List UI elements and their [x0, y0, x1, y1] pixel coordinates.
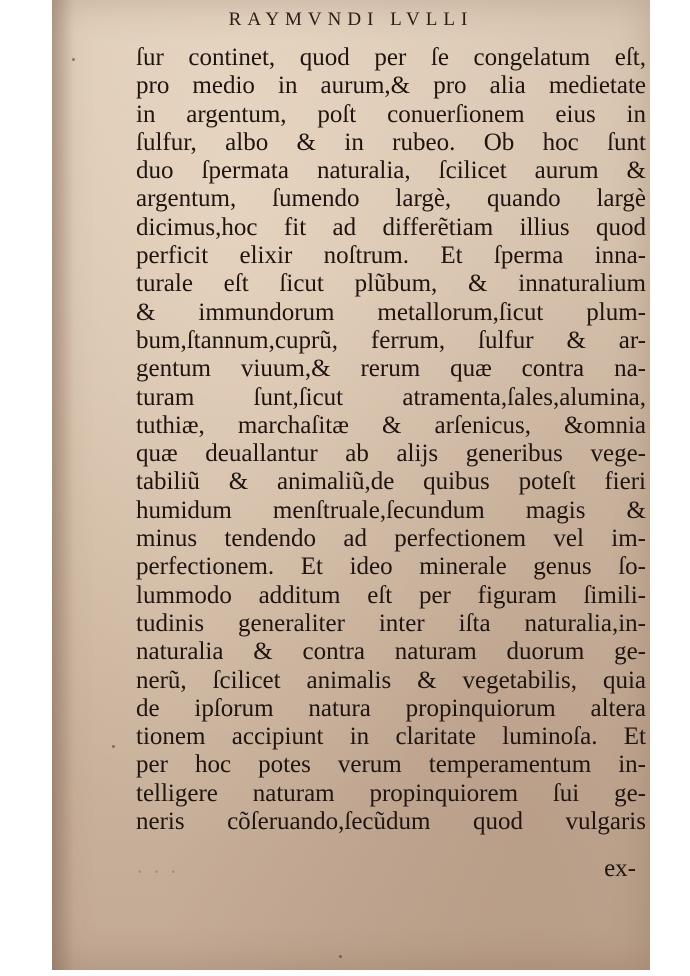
text-line: minus tendendo ad perfectionem vel im-: [136, 525, 646, 553]
text-line: tionem accipiunt in claritate luminoſa. Et: [136, 723, 646, 751]
text-line: ſulfur, albo & in rubeo. Ob hoc ſunt: [136, 128, 646, 156]
text-line: turam ſunt,ſicut atramenta,ſales,alumina,: [136, 383, 646, 411]
paper-speck: [72, 58, 75, 61]
text-line: nerũ, ſcilicet animalis & vegetabilis, quia: [136, 666, 646, 694]
text-line: ſur continet, quod per ſe congelatum eſt,: [136, 44, 646, 71]
text-line: in argentum, poſt conuerſionem eius in: [136, 100, 646, 128]
show-through-text: · · ·: [136, 859, 179, 884]
text-line: gentum viuum,& rerum quæ contra na-: [136, 355, 646, 383]
text-line: tabiliũ & animaliũ,de quibus poteſt fieri: [136, 468, 646, 496]
text-line: perfectionem. Et ideo minerale genus ſo-: [136, 553, 646, 581]
book-page: [52, 0, 650, 970]
text-line: & immundorum metallorum,ſicut plum-: [136, 298, 646, 326]
text-line: dicimus,hoc fit ad differẽtiam illius quod: [136, 213, 646, 241]
text-block: [136, 44, 646, 836]
running-head: RAYMVNDI LVLLI: [228, 9, 474, 30]
text-line: humidum menſtruale,ſecundum magis &: [136, 496, 646, 524]
text-line: turale eſt ſicut plũbum, & innaturalium: [136, 270, 646, 298]
text-line: per hoc potes verum temperamentum in-: [136, 751, 646, 779]
paper-speck: [112, 745, 115, 748]
text-line: perficit elixir noſtrum. Et ſperma inna-: [136, 242, 646, 270]
text-line: de ipſorum natura propinquiorum altera: [136, 694, 646, 722]
text-line: quæ deuallantur ab alijs generibus vege-: [136, 440, 646, 468]
text-line: tuthiæ, marchaſitæ & arſenicus, &omnia: [136, 411, 646, 439]
text-line: argentum, ſumendo largè, quando largè: [136, 185, 646, 213]
text-line: neris cõſeruando,ſecũdum quod vulgaris: [136, 808, 646, 836]
text-line: naturalia & contra naturam duorum ge-: [136, 638, 646, 666]
text-line: telligere naturam propinquiorem ſui ge-: [136, 779, 646, 807]
text-line: pro medio in aurum,& pro alia medietate: [136, 72, 646, 100]
text-line: bum,ſtannum,cuprũ, ferrum, ſulfur & ar-: [136, 326, 646, 354]
text-line: lummodo additum eſt per figuram ſimili-: [136, 581, 646, 609]
text-line: tudinis generaliter inter iſta naturalia,in-: [136, 609, 646, 637]
text-line: duo ſpermata naturalia, ſcilicet aurum &: [136, 157, 646, 185]
paper-speck: [339, 955, 342, 958]
catchword-row: [136, 855, 646, 885]
catchword: ex-: [604, 855, 636, 882]
